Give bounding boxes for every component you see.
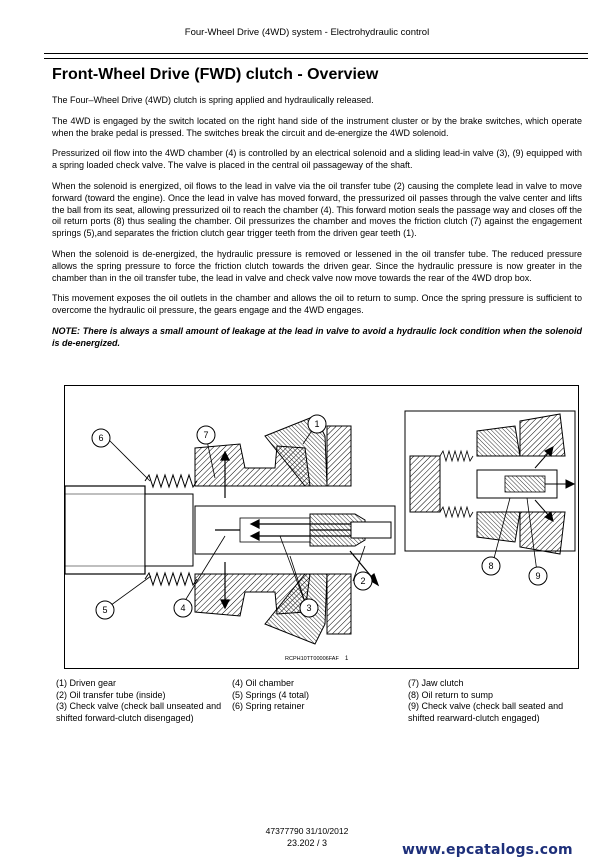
callout-8: 8 (488, 561, 494, 571)
callout-5: 5 (102, 605, 108, 615)
callout-1: 1 (314, 419, 320, 429)
callout-7: 7 (203, 430, 209, 440)
legend-item: (5) Springs (4 total) (232, 689, 310, 700)
header-rule-secondary (44, 58, 588, 59)
paragraph: The 4WD is engaged by the switch located on the right hand side of the instrument cluster or by the brake switches, which operate when the brake pedal is pressed. The switches break the circuit and de-energize the 4WD solenoid. (52, 115, 582, 138)
legend-item: (3) Check valve (check ball unseated and shifted forward-clutch disengaged) (56, 701, 222, 723)
note: NOTE: There is always a small amount of leakage at the lead in valve to avoid a hydraulic lock condition when the solenoid is de-energized. (52, 325, 582, 348)
detail-sectional-view (405, 411, 575, 554)
clutch-cross-section-figure (64, 385, 579, 669)
page-number: 23.202 / 3 (286, 838, 328, 848)
legend-item: (1) Driven gear (56, 678, 117, 688)
legend-item: (2) Oil transfer tube (inside) (56, 689, 166, 700)
callout-6: 6 (98, 433, 104, 443)
legend-column-3 (408, 678, 586, 724)
paragraph: This movement exposes the oil outlets in the chamber and allows the oil to return to sump. Once the spring pressure is sufficient to overcome the hydraulic oil pressure, the gears engage and the 4WD engages. (52, 293, 582, 316)
callout-9: 9 (535, 571, 541, 581)
legend-column-2 (232, 678, 402, 713)
callouts-detail (482, 557, 547, 585)
paragraph: The Four–Wheel Drive (4WD) clutch is spring applied and hydraulically released. (52, 95, 374, 105)
figure-reference-code: RCPH10TT00006FAF (285, 656, 339, 662)
callout-4: 4 (180, 603, 186, 613)
paragraph: When the solenoid is de-energized, the hydraulic pressure is removed or lessened in the oil transfer tube. The reduced pressure allows the spring pressure to force the friction clutch towards the driven gear. Since the hydraulic pressure is now greater in the chamber than in the oil transfer tube, the lead in valve and check valve now move towards the rear of the 4WD drop box. (52, 248, 582, 283)
legend-item: (4) Oil chamber (232, 678, 295, 688)
main-sectional-view (65, 416, 395, 644)
legend-item: (8) Oil return to sump (408, 689, 494, 700)
legend-item: (9) Check valve (check ball seated and shifted rearward-clutch engaged) (408, 701, 564, 723)
paragraph: When the solenoid is energized, oil flows to the lead in valve via the oil transfer tube (2) causing the complete lead in valve to move forward (toward the engine). Once the lead in valve has moved forward, the pressurized oil passes through the valve center and lifts the ball from its seat, allowing pressurized oil to reach the chamber (4). This forward motion seals the passage way and closes off the oil return ports (8) thus sealing the chamber. Oil pressurizes the chamber and moves the friction clutch (7) against the engagement springs (5),and separates the friction clutch gear trigger teeth from the driven gear teeth (1). (52, 180, 582, 239)
legend-item: (6) Spring retainer (232, 701, 305, 711)
header-rule (44, 53, 588, 54)
callout-3: 3 (306, 603, 312, 613)
callout-2: 2 (360, 576, 366, 586)
figure-number: 1 (345, 656, 349, 662)
clutch-diagram (65, 386, 580, 670)
page-header: Four-Wheel Drive (4WD) system - Electrohydraulic control (184, 27, 430, 38)
paragraph: Pressurized oil flow into the 4WD chamber (4) is controlled by an electrical solenoid and a sliding lead-in valve (3), (9) equipped with a spring loaded check valve. The valve is placed in the central oil passageway of the shaft. (52, 148, 582, 171)
section-title: Front-Wheel Drive (FWD) clutch - Overview (52, 66, 379, 83)
legend-item: (7) Jaw clutch (408, 678, 464, 688)
legend-column-1 (56, 678, 226, 724)
body-text (52, 95, 582, 359)
document-reference: 47377790 31/10/2012 (265, 826, 349, 836)
watermark: www.epcatalogs.com (402, 842, 573, 858)
